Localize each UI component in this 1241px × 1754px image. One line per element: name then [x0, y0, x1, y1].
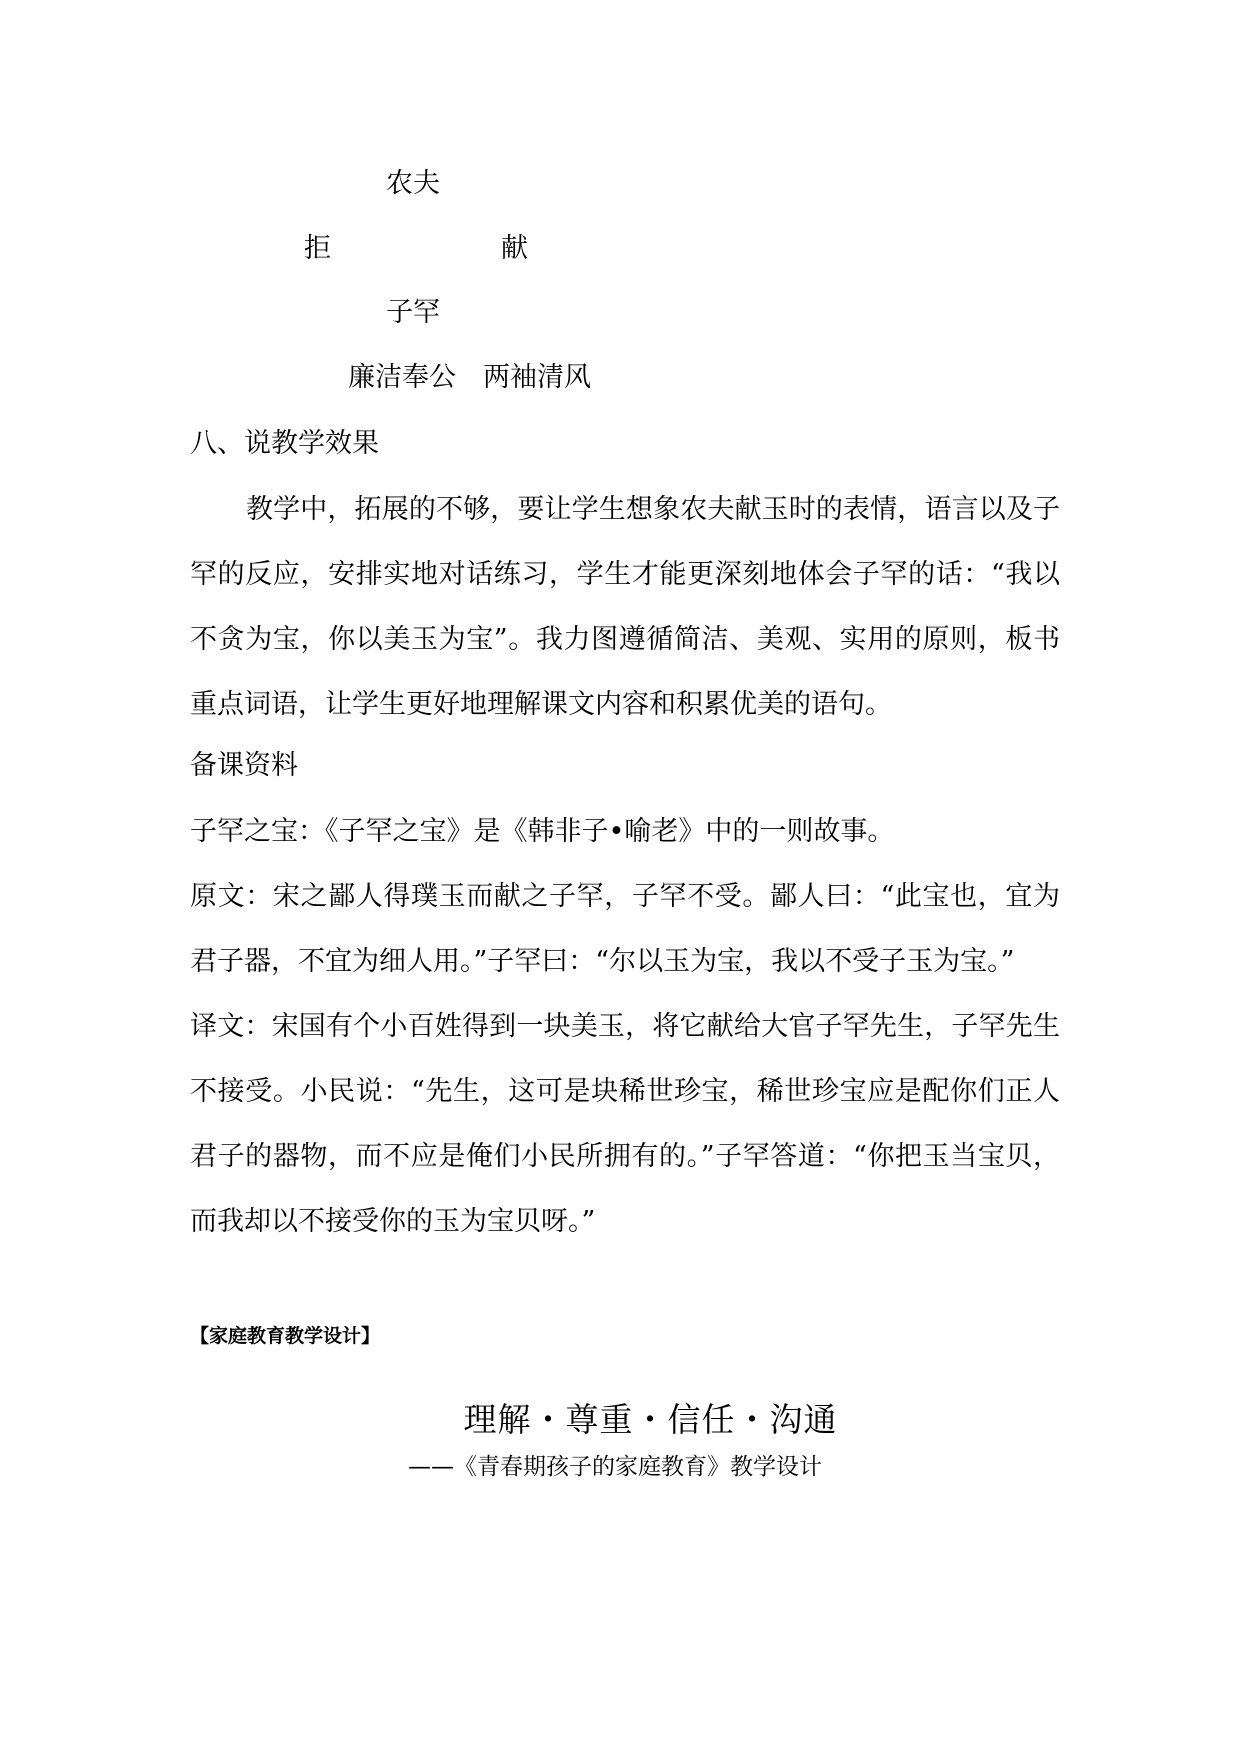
materials-original: 原文：宋之鄙人得璞玉而献之子罕，子罕不受。鄙人曰：“此宝也，宜为君子器，不宜为细人用。”子罕曰：“尔以玉为宝，我以不受子玉为宝。”: [190, 881, 1060, 977]
materials-heading: 备课资料: [190, 750, 298, 781]
materials-translation: 译文：宋国有个小百姓得到一块美玉，将它献给大官子罕先生，子罕先生不接受。小民说：“先生，这可是块稀世珍宝，稀世珍宝应是配你们正人君子的器物，而不应是俺们小民所拥有的。”子罕答道：“你把玉当宝贝，而我却以不接受你的玉为宝贝呀。”: [190, 1011, 1060, 1237]
board-motto: 廉洁奉公 两袖清风: [348, 362, 591, 393]
board-farmer: 农夫: [386, 168, 440, 199]
board-refuse: 拒: [304, 233, 331, 264]
design-subtitle: ——《青春期孩子的家庭教育》教学设计: [408, 1454, 822, 1480]
board-zihan: 子罕: [386, 297, 440, 328]
teaching-effect-text: 教学中，拓展的不够，要让学生想象农夫献玉时的表情，语言以及子罕的反应，安排实地对话练习，学生才能更深刻地体会子罕的话：“我以不贪为宝，你以美玉为宝”。我力图遵循简洁、美观、实用的原则，板书重点词语，让学生更好地理解课文内容和积累优美的语句。: [190, 494, 1060, 720]
board-offer: 献: [501, 233, 528, 264]
section-heading-teaching-effect: 八、说教学效果: [190, 428, 379, 459]
materials-body: [190, 799, 1060, 1254]
teaching-effect-paragraph: [190, 477, 1060, 737]
materials-intro: 子罕之宝：《子罕之宝》是《韩非子•喻老》中的一则故事。: [190, 816, 895, 847]
section-tag: 【家庭教育教学设计】: [190, 1325, 381, 1347]
design-title: 理解・尊重・信任・沟通: [463, 1400, 838, 1439]
